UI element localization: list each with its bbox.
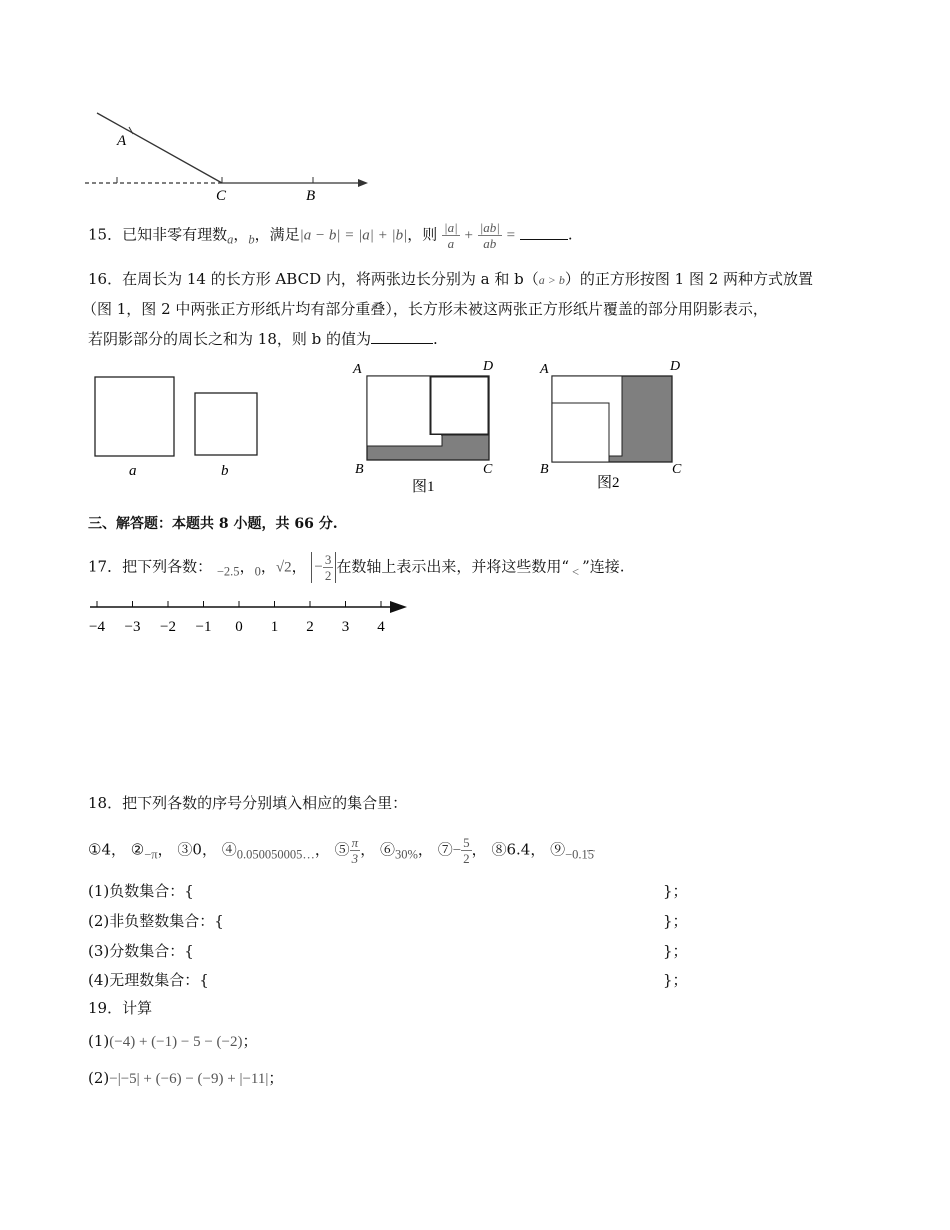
svg-text:D: D (670, 359, 681, 374)
point-c-label: C (216, 188, 227, 204)
svg-text:图2: 图2 (597, 475, 620, 491)
fraction: $\frac{|a|}{a}$ (444, 220, 458, 251)
svg-text:A: A (540, 362, 549, 377)
svg-text:B: B (355, 462, 364, 477)
question-16-line2: （图 1，图 2 中两张正方形纸片均有部分重叠），长方形未被这两张正方形纸片覆盖的部分用阴影表示， (82, 300, 768, 318)
answer-blank[interactable] (371, 329, 433, 344)
question-19-title: 19．计算 (88, 999, 153, 1017)
angle-figure (80, 105, 380, 205)
fraction: $\frac{|ab|}{ab}$ (479, 220, 500, 251)
svg-text:D: D (483, 359, 494, 374)
question-16-line1: 16．在周长为 14 的长方形 ABCD 内，将两张边长分别为 a 和 b（a > b）的正方形按图 1 图 2 两种方式放置 (88, 270, 814, 288)
svg-text:C: C (672, 462, 682, 477)
question-16-line3: 若阴影部分的周长之和为 18，则 b 的值为 . (88, 330, 438, 348)
axis-tick-label: 4 (377, 619, 385, 635)
axis-tick-label: −2 (160, 619, 176, 635)
question-19-part1: (1)(−4) + (−1) − 5 − (−2)； (88, 1032, 258, 1050)
point-b-label: B (306, 188, 316, 204)
svg-text:b: b (221, 463, 229, 479)
question-18-numbers: ①4， $②_{-\pi}$， ③0， $④_{0.050050005\dots}$， ⑤ $\frac{\pi}{3}$ ， $⑥_{30\%}$， ⑦− $\frac{5}{2}$ ， ⑧6.4， $⑨_{-0.1̇5̇}$ (88, 835, 595, 866)
set-negative[interactable]: (1)负数集合：{ }； (88, 882, 688, 900)
number-line (85, 597, 415, 639)
set-irrational[interactable]: (4)无理数集合：{ }； (88, 971, 688, 989)
axis-tick-label: −1 (195, 619, 212, 635)
question-17: 17．把下列各数： $_{-2.5}$，$_0$，√2， − $\frac{3}{2}$ 在数轴上表示出来，并将这些数用“ $_<$ ”连接. (88, 552, 625, 583)
question-19-part2: (2)−|−5| + (−6) − (−9) + |−11|； (88, 1069, 284, 1087)
svg-text:a: a (129, 463, 137, 479)
question-18-title: 18．把下列各数的序号分别填入相应的集合里： (88, 794, 408, 812)
answer-blank[interactable] (520, 225, 568, 240)
point-a-label: A (117, 133, 127, 149)
axis-tick-label: 3 (341, 619, 350, 635)
set-nonnegative-integer[interactable]: (2)非负整数集合：{ }； (88, 912, 688, 930)
svg-text:图1: 图1 (412, 479, 435, 495)
section-heading: 三、解答题：本题共 8 小题，共 66 分. (88, 516, 338, 532)
svg-text:A: A (353, 362, 362, 377)
axis-tick-label: −4 (89, 619, 105, 635)
svg-text:B: B (540, 462, 549, 477)
question-15: 15．已知非零有理数$_a$，$_b$，满足|a − b| = |a| + |b|，则 $\frac{|a|}{a}$ + $\frac{|ab|}{ab}$ = . (88, 220, 573, 251)
axis-tick-label: 2 (306, 619, 314, 635)
svg-text:C: C (483, 462, 493, 477)
axis-tick-label: 0 (235, 619, 243, 635)
squares-figure (85, 355, 705, 495)
axis-tick-label: −3 (124, 619, 141, 635)
axis-tick-label: 1 (270, 619, 279, 635)
set-fraction[interactable]: (3)分数集合：{ }； (88, 942, 688, 960)
